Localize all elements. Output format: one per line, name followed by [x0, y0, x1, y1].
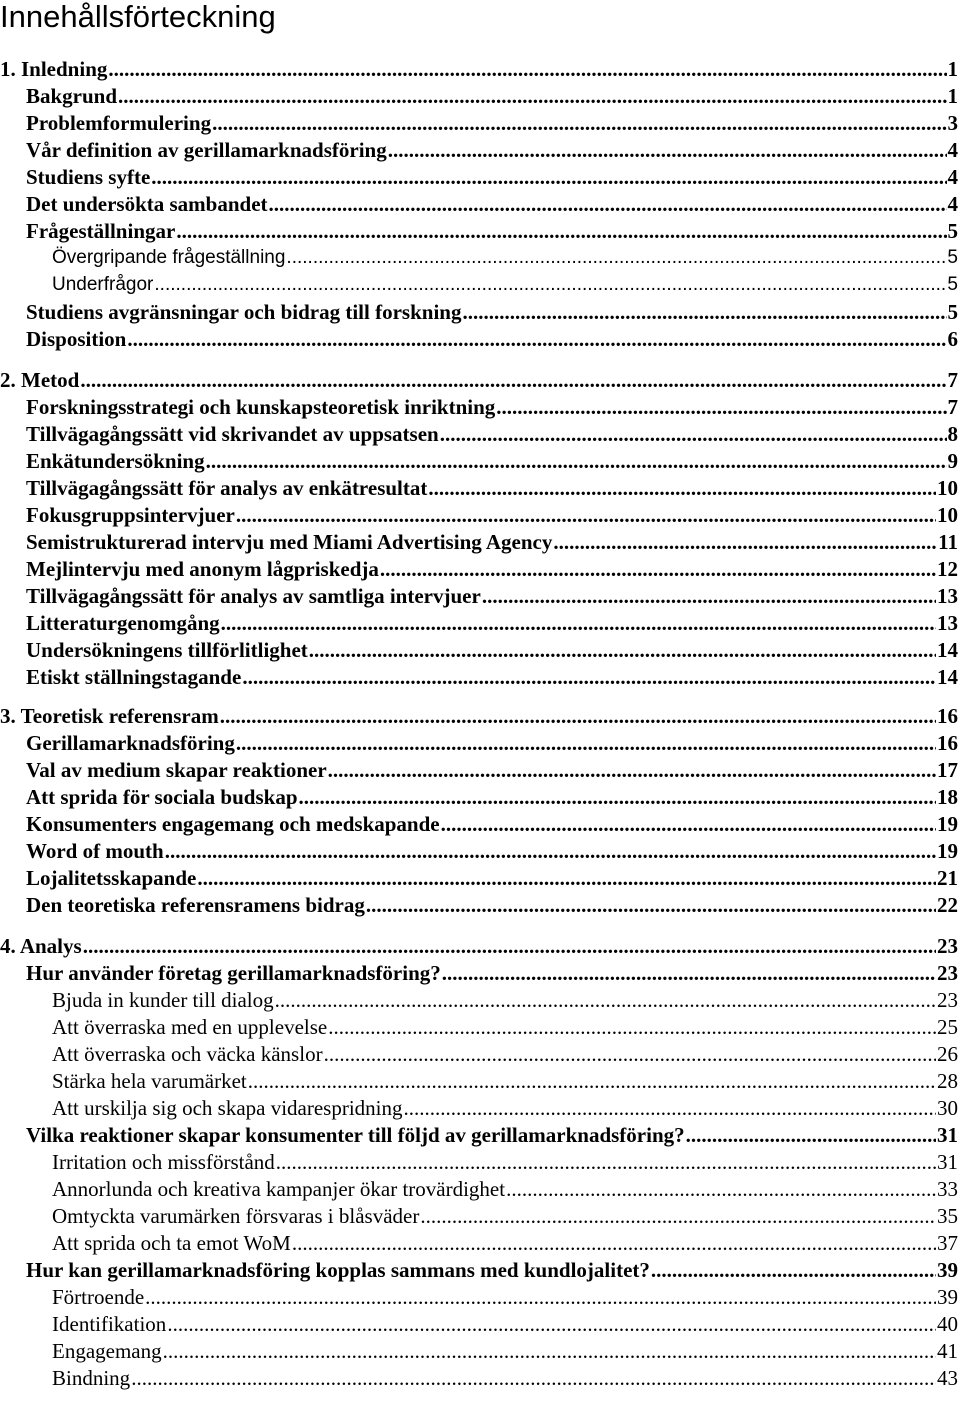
toc-entry-label: Bakgrund [26, 84, 118, 108]
toc-entry-page-number: 35 [937, 1204, 958, 1228]
toc-entry-page-number: 40 [937, 1312, 958, 1336]
toc-entry[interactable] [0, 219, 958, 243]
toc-dot-leader [441, 812, 936, 836]
toc-entry-page-number: 12 [937, 557, 958, 581]
toc-dot-leader [404, 1096, 936, 1120]
toc-entry-label: Irritation och missförstånd [52, 1150, 275, 1174]
toc-dot-leader [275, 988, 936, 1012]
toc-entry-page-number: 19 [937, 812, 958, 836]
toc-dot-leader [292, 1231, 936, 1255]
toc-entry-label: 1. Inledning [0, 57, 108, 81]
toc-entry[interactable] [0, 584, 958, 608]
toc-entry[interactable] [0, 1258, 958, 1282]
toc-entry[interactable] [0, 111, 958, 135]
toc-entry-label: Undersökningens tillförlitlighet [26, 638, 308, 662]
toc-dot-leader [151, 165, 946, 189]
toc-entry[interactable] [0, 57, 958, 81]
toc-entry[interactable] [0, 503, 958, 527]
toc-entry-page-number: 8 [947, 422, 958, 446]
toc-entry[interactable] [0, 638, 958, 662]
toc-entry[interactable] [0, 1204, 958, 1228]
toc-entry-label: Att sprida för sociala budskap [26, 785, 298, 809]
toc-entry-page-number: 16 [937, 704, 958, 728]
toc-dot-leader [328, 758, 936, 782]
toc-entry-label: Val av medium skapar reaktioner [26, 758, 327, 782]
toc-entry-page-number: 19 [937, 839, 958, 863]
toc-entry[interactable] [0, 839, 958, 863]
toc-entry[interactable] [0, 1069, 958, 1093]
toc-entry-label: Frågeställningar [26, 219, 176, 243]
toc-dot-leader [236, 731, 936, 755]
toc-entry[interactable] [0, 449, 958, 473]
toc-entry[interactable] [0, 84, 958, 108]
toc-entry-page-number: 22 [937, 893, 958, 917]
toc-entry-label: Hur använder företag gerillamarknadsföring? [26, 961, 441, 985]
toc-entry[interactable] [0, 327, 958, 351]
toc-entry-page-number: 30 [937, 1096, 958, 1120]
toc-entry-page-number: 9 [947, 449, 958, 473]
toc-dot-leader [220, 704, 936, 728]
toc-entry-page-number: 14 [937, 638, 958, 662]
toc-entry-page-number: 13 [937, 611, 958, 635]
toc-entry[interactable] [0, 1150, 958, 1174]
toc-entry-label: Studiens syfte [26, 165, 151, 189]
toc-entry-page-number: 21 [937, 866, 958, 890]
toc-dot-leader [276, 1150, 936, 1174]
toc-dot-leader [299, 785, 936, 809]
toc-entry[interactable] [0, 1123, 958, 1147]
toc-entry-page-number: 7 [947, 368, 958, 392]
toc-entry-page-number: 26 [937, 1042, 958, 1066]
toc-entry-page-number: 13 [937, 584, 958, 608]
toc-entry[interactable] [0, 1231, 958, 1255]
toc-entry[interactable] [0, 988, 958, 1012]
toc-entry-label: Etiskt ställningstagande [26, 665, 242, 689]
toc-entry-label: Konsumenters engagemang och medskapande [26, 812, 440, 836]
toc-entry-page-number: 4 [947, 138, 958, 162]
toc-entry-page-number: 25 [937, 1015, 958, 1039]
toc-entry[interactable] [0, 1285, 958, 1309]
toc-dot-leader [145, 1285, 936, 1309]
toc-entry-page-number: 41 [937, 1339, 958, 1363]
toc-dot-leader [442, 961, 936, 985]
toc-dot-leader [127, 327, 946, 351]
toc-dot-leader [388, 138, 947, 162]
toc-entry-label: Bindning [52, 1366, 131, 1390]
toc-entry-label: 2. Metod [0, 368, 80, 392]
toc-entry-label: Det undersökta sambandet [26, 192, 268, 216]
toc-entry[interactable] [0, 1312, 958, 1336]
toc-entry-page-number: 37 [937, 1231, 958, 1255]
toc-entry-label: Vilka reaktioner skapar konsumenter till följd av gerillamarknadsföring? [26, 1123, 685, 1147]
toc-entry-label: Gerillamarknadsföring [26, 731, 235, 755]
toc-entry-label: Den teoretiska referensramens bidrag [26, 893, 365, 917]
toc-entry[interactable] [0, 731, 958, 755]
toc-dot-leader [163, 1339, 936, 1363]
toc-dot-leader [462, 300, 946, 324]
toc-entry-page-number: 10 [937, 476, 958, 500]
toc-entry-label: Förtroende [52, 1285, 145, 1309]
toc-entry-label: Lojalitetsskapande [26, 866, 197, 890]
toc-entry-label: Fokusgruppsintervjuer [26, 503, 235, 527]
toc-entry-page-number: 23 [937, 988, 958, 1012]
toc-dot-leader [420, 1204, 936, 1228]
toc-dot-leader [324, 1042, 936, 1066]
toc-entry-label: Underfrågor [52, 274, 154, 295]
toc-entry-page-number: 4 [947, 192, 958, 216]
toc-entry[interactable] [0, 785, 958, 809]
toc-entry-page-number: 17 [937, 758, 958, 782]
toc-entry-page-number: 5 [947, 300, 958, 324]
toc-entry-page-number: 3 [947, 111, 958, 135]
toc-dot-leader [176, 219, 946, 243]
toc-entry[interactable] [0, 611, 958, 635]
toc-entry[interactable] [0, 1177, 958, 1201]
toc-entry[interactable] [0, 1015, 958, 1039]
toc-entry-page-number: 1 [947, 84, 958, 108]
toc-dot-leader [83, 934, 936, 958]
toc-entry-label: Problemformulering [26, 111, 212, 135]
toc-entry-label: Semistrukturerad intervju med Miami Advertising Agency [26, 530, 553, 554]
toc-dot-leader [328, 1015, 936, 1039]
toc-entry-page-number: 28 [937, 1069, 958, 1093]
toc-entry[interactable] [0, 961, 958, 985]
toc-entry-label: Hur kan gerillamarknadsföring kopplas sammans med kundlojalitet? [26, 1258, 650, 1282]
toc-entry[interactable] [0, 476, 958, 500]
toc-entry-label: Forskningsstrategi och kunskapsteoretisk inriktning [26, 395, 496, 419]
toc-entry[interactable] [0, 1042, 958, 1066]
toc-entry[interactable] [0, 1096, 958, 1120]
toc-entry-page-number: 5 [947, 274, 958, 295]
toc-dot-leader [651, 1258, 936, 1282]
toc-entry[interactable] [0, 812, 958, 836]
toc-dot-leader [221, 611, 936, 635]
toc-entry-label: Stärka hela varumärket [52, 1069, 247, 1093]
toc-dot-leader [482, 584, 936, 608]
toc-entry[interactable] [0, 1339, 958, 1363]
toc-dot-leader [80, 368, 946, 392]
toc-entry-page-number: 5 [947, 247, 958, 268]
toc-dot-leader [167, 1312, 936, 1336]
toc-entry-label: Mejlintervju med anonym lågpriskedja [26, 557, 379, 581]
toc-entry[interactable] [0, 934, 958, 958]
toc-entry-label: Engagemang [52, 1339, 162, 1363]
toc-entry-label: Enkätundersökning [26, 449, 205, 473]
toc-entry-label: Tillvägagångssätt för analys av enkätresultat [26, 476, 428, 500]
toc-entry[interactable] [0, 1366, 958, 1390]
toc-entry-label: Litteraturgenomgång [26, 611, 220, 635]
toc-entry-label: 4. Analys [0, 934, 82, 958]
toc-entry-page-number: 11 [938, 530, 958, 554]
toc-entry-page-number: 16 [937, 731, 958, 755]
toc-entry[interactable] [0, 395, 958, 419]
toc-entry-page-number: 23 [937, 934, 958, 958]
toc-entry[interactable] [0, 422, 958, 446]
toc-dot-leader [212, 111, 946, 135]
toc-entry-label: Att överraska och väcka känslor [52, 1042, 323, 1066]
toc-entry-label: Att urskilja sig och skapa vidarespridning [52, 1096, 403, 1120]
toc-entry-page-number: 31 [937, 1150, 958, 1174]
toc-entry[interactable] [0, 368, 958, 392]
toc-dot-leader [553, 530, 937, 554]
toc-entry[interactable] [0, 273, 958, 297]
toc-entry-label: Disposition [26, 327, 127, 351]
toc-entry[interactable] [0, 557, 958, 581]
toc-dot-leader [309, 638, 936, 662]
toc-dot-leader [131, 1366, 936, 1390]
toc-dot-leader [154, 273, 946, 297]
toc-entry-page-number: 6 [947, 327, 958, 351]
toc-entry[interactable] [0, 866, 958, 890]
page-title: Innehållsförteckning [0, 0, 276, 34]
toc-dot-leader [380, 557, 936, 581]
toc-entry-label: Att sprida och ta emot WoM [52, 1231, 291, 1255]
toc-entry[interactable] [0, 704, 958, 728]
toc-entry[interactable] [0, 893, 958, 917]
toc-dot-leader [108, 57, 946, 81]
toc-dot-leader [686, 1123, 936, 1147]
toc-entry[interactable] [0, 758, 958, 782]
toc-dot-leader [366, 893, 936, 917]
toc-entry-page-number: 7 [947, 395, 958, 419]
toc-entry-label: Tillvägagångssätt för analys av samtliga intervjuer [26, 584, 481, 608]
toc-dot-leader [506, 1177, 936, 1201]
toc-entry[interactable] [0, 300, 958, 324]
toc-entry-page-number: 1 [947, 57, 958, 81]
toc-dot-leader [428, 476, 936, 500]
toc-entry[interactable] [0, 246, 958, 270]
toc-entry-page-number: 18 [937, 785, 958, 809]
toc-dot-leader [248, 1069, 936, 1093]
toc-dot-leader [242, 665, 936, 689]
toc-entry-label: Vår definition av gerillamarknadsföring [26, 138, 387, 162]
toc-entry-label: Att överraska med en upplevelse [52, 1015, 328, 1039]
toc-dot-leader [206, 449, 947, 473]
toc-entry-label: Annorlunda och kreativa kampanjer ökar trovärdighet [52, 1177, 506, 1201]
toc-entry-label: Omtyckta varumärken försvaras i blåsväder [52, 1204, 420, 1228]
toc-entry-page-number: 5 [947, 219, 958, 243]
toc-entry-label: 3. Teoretisk referensram [0, 704, 219, 728]
toc-entry-page-number: 10 [937, 503, 958, 527]
toc-dot-leader [269, 192, 947, 216]
toc-entry-label: Tillvägagångssätt vid skrivandet av uppsatsen [26, 422, 439, 446]
toc-entry-page-number: 39 [937, 1285, 958, 1309]
toc-entry[interactable] [0, 138, 958, 162]
toc-entry-label: Identifikation [52, 1312, 167, 1336]
toc-dot-leader [496, 395, 946, 419]
toc-entry[interactable] [0, 530, 958, 554]
toc-entry[interactable] [0, 165, 958, 189]
toc-entry-page-number: 23 [937, 961, 958, 985]
toc-entry-page-number: 31 [937, 1123, 958, 1147]
toc-entry-page-number: 39 [937, 1258, 958, 1282]
toc-entry[interactable] [0, 192, 958, 216]
toc-dot-leader [286, 246, 946, 270]
toc-entry[interactable] [0, 665, 958, 689]
toc-entry-page-number: 14 [937, 665, 958, 689]
toc-entry-page-number: 4 [947, 165, 958, 189]
toc-entry-page-number: 43 [937, 1366, 958, 1390]
toc-dot-leader [118, 84, 946, 108]
toc-dot-leader [197, 866, 936, 890]
toc-dot-leader [236, 503, 936, 527]
toc-entry-label: Övergripande frågeställning [52, 247, 286, 268]
toc-entry-page-number: 33 [937, 1177, 958, 1201]
toc-dot-leader [440, 422, 947, 446]
toc-entry-label: Studiens avgränsningar och bidrag till forskning [26, 300, 462, 324]
toc-entry-label: Bjuda in kunder till dialog [52, 988, 274, 1012]
toc-dot-leader [165, 839, 936, 863]
toc-entry-label: Word of mouth [26, 839, 164, 863]
